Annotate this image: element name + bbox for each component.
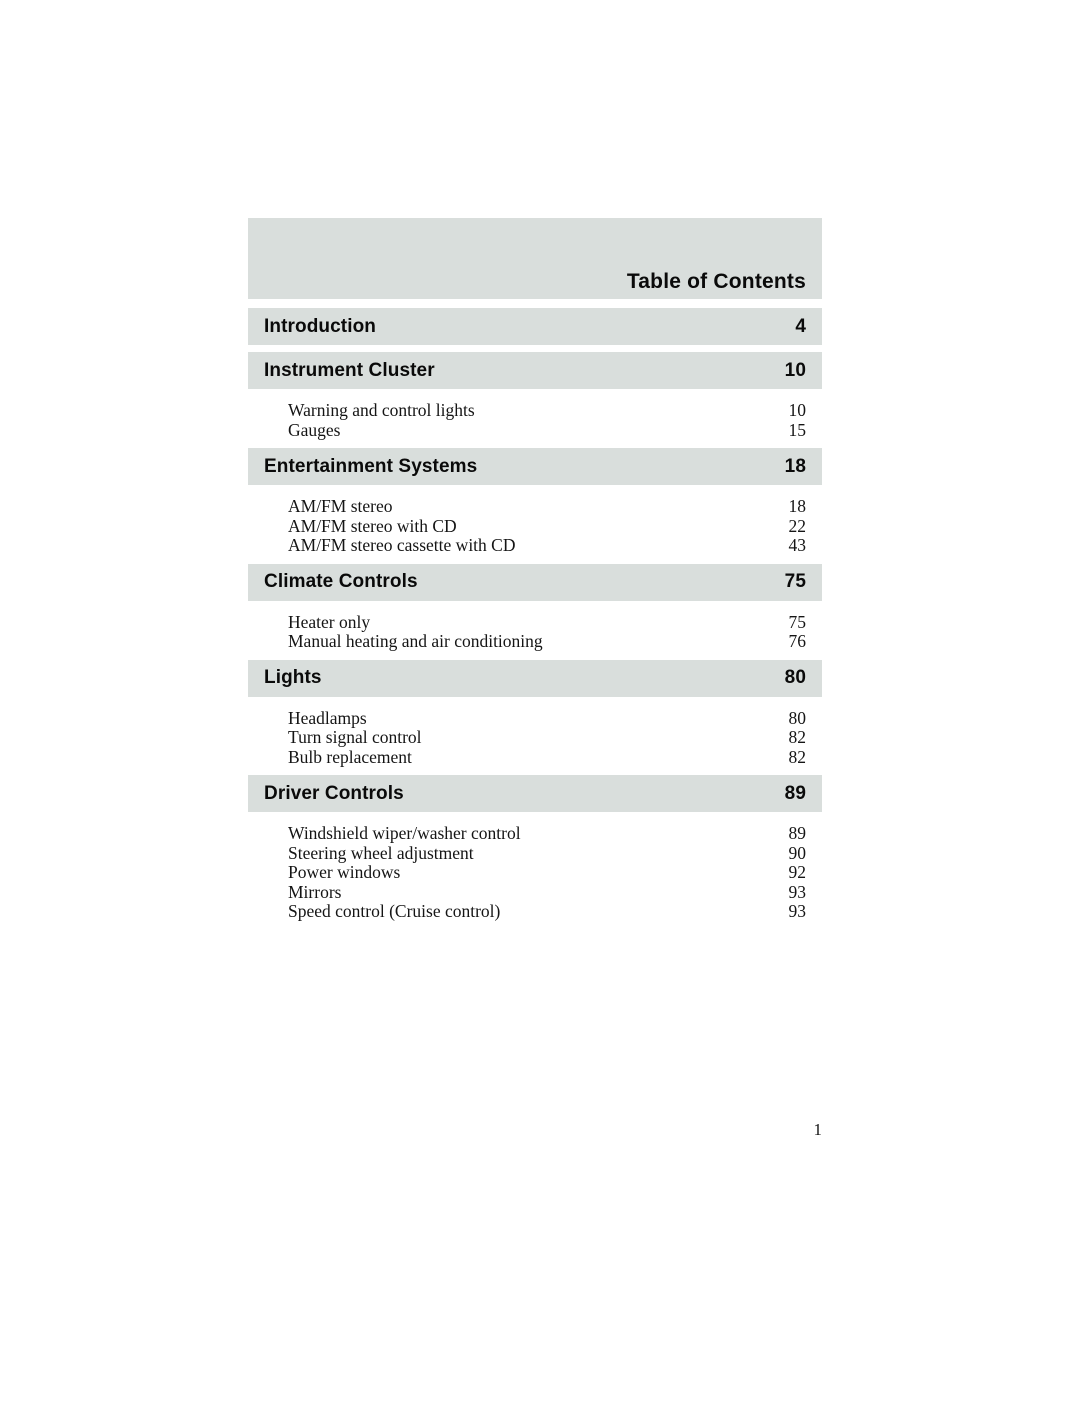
toc-section-introduction <box>248 308 822 345</box>
toc-entry-label: Turn signal control <box>288 727 422 747</box>
section-label: Climate Controls <box>264 571 418 592</box>
toc-entry <box>288 421 806 441</box>
page-title: Table of Contents <box>626 270 806 293</box>
section-label: Introduction <box>264 315 377 337</box>
toc-entry <box>288 844 806 864</box>
section-label: Lights <box>264 667 322 688</box>
toc-entry-label: Warning and control lights <box>288 400 475 420</box>
section-page-number: 10 <box>784 359 806 381</box>
toc-column <box>248 218 822 930</box>
section-page-number: 80 <box>784 667 806 688</box>
toc-entry-page: 92 <box>788 862 806 882</box>
section-label: Driver Controls <box>264 782 404 804</box>
toc-entry-label: Windshield wiper/washer control <box>288 823 521 843</box>
toc-entry-label: Heater only <box>288 611 371 632</box>
toc-entry-label: Gauges <box>288 419 341 440</box>
toc-entry-page: 22 <box>788 515 806 536</box>
section-label: Entertainment Systems <box>264 455 478 477</box>
toc-entry-label: Mirrors <box>288 881 342 902</box>
toc-entry-page: 93 <box>788 901 806 921</box>
toc-sublist-lights <box>248 704 822 776</box>
section-page-number: 4 <box>795 315 806 337</box>
toc-entry <box>288 883 806 903</box>
toc-entry <box>288 401 806 421</box>
toc-entry <box>288 728 806 748</box>
section-page-number: 18 <box>784 455 806 477</box>
toc-entry-label: Manual heating and air conditioning <box>288 631 543 651</box>
toc-entry <box>288 748 806 768</box>
toc-entry-page: 89 <box>788 823 806 843</box>
toc-section-climate-controls <box>248 564 822 601</box>
toc-entry <box>288 863 806 883</box>
toc-entry-label: Headlamps <box>288 707 367 728</box>
toc-header <box>248 218 822 299</box>
toc-entry-page: 90 <box>788 842 806 863</box>
toc-entry <box>288 709 806 729</box>
toc-entry <box>288 613 806 633</box>
toc-entry-page: 80 <box>788 707 806 728</box>
toc-entry-page: 82 <box>788 746 806 767</box>
toc-sublist-entertainment-systems <box>248 492 822 564</box>
toc-entry-page: 82 <box>788 727 806 747</box>
toc-entry-page: 15 <box>788 419 806 440</box>
toc-sublist-climate-controls <box>248 608 822 660</box>
toc-entry-label: Bulb replacement <box>288 746 412 767</box>
toc-entry-label: AM/FM stereo cassette with CD <box>288 535 516 555</box>
section-label: Instrument Cluster <box>264 359 435 381</box>
toc-section-entertainment-systems <box>248 448 822 485</box>
page-footer-number: 1 <box>813 1120 822 1139</box>
toc-entry-page: 43 <box>788 535 806 555</box>
toc-entry-page: 75 <box>788 611 806 632</box>
section-page-number: 89 <box>784 782 806 804</box>
toc-sublist-driver-controls <box>248 819 822 930</box>
toc-entry <box>288 824 806 844</box>
toc-sublist-instrument-cluster <box>248 396 822 448</box>
toc-entry-page: 10 <box>788 400 806 420</box>
toc-entry-label: Speed control (Cruise control) <box>288 901 501 921</box>
toc-entry-page: 93 <box>788 881 806 902</box>
toc-entry <box>288 497 806 517</box>
toc-section-driver-controls <box>248 775 822 812</box>
toc-entry-label: Power windows <box>288 862 401 882</box>
toc-entry <box>288 536 806 556</box>
toc-section-instrument-cluster <box>248 352 822 389</box>
toc-entry-page: 76 <box>788 631 806 651</box>
toc-entry-label: AM/FM stereo with CD <box>288 515 457 536</box>
toc-entry <box>288 902 806 922</box>
toc-entry-label: AM/FM stereo <box>288 496 393 516</box>
toc-section-lights <box>248 660 822 697</box>
toc-entry-page: 18 <box>788 496 806 516</box>
section-page-number: 75 <box>784 571 806 592</box>
toc-entry <box>288 517 806 537</box>
toc-entry <box>288 632 806 652</box>
toc-entry-label: Steering wheel adjustment <box>288 842 474 863</box>
